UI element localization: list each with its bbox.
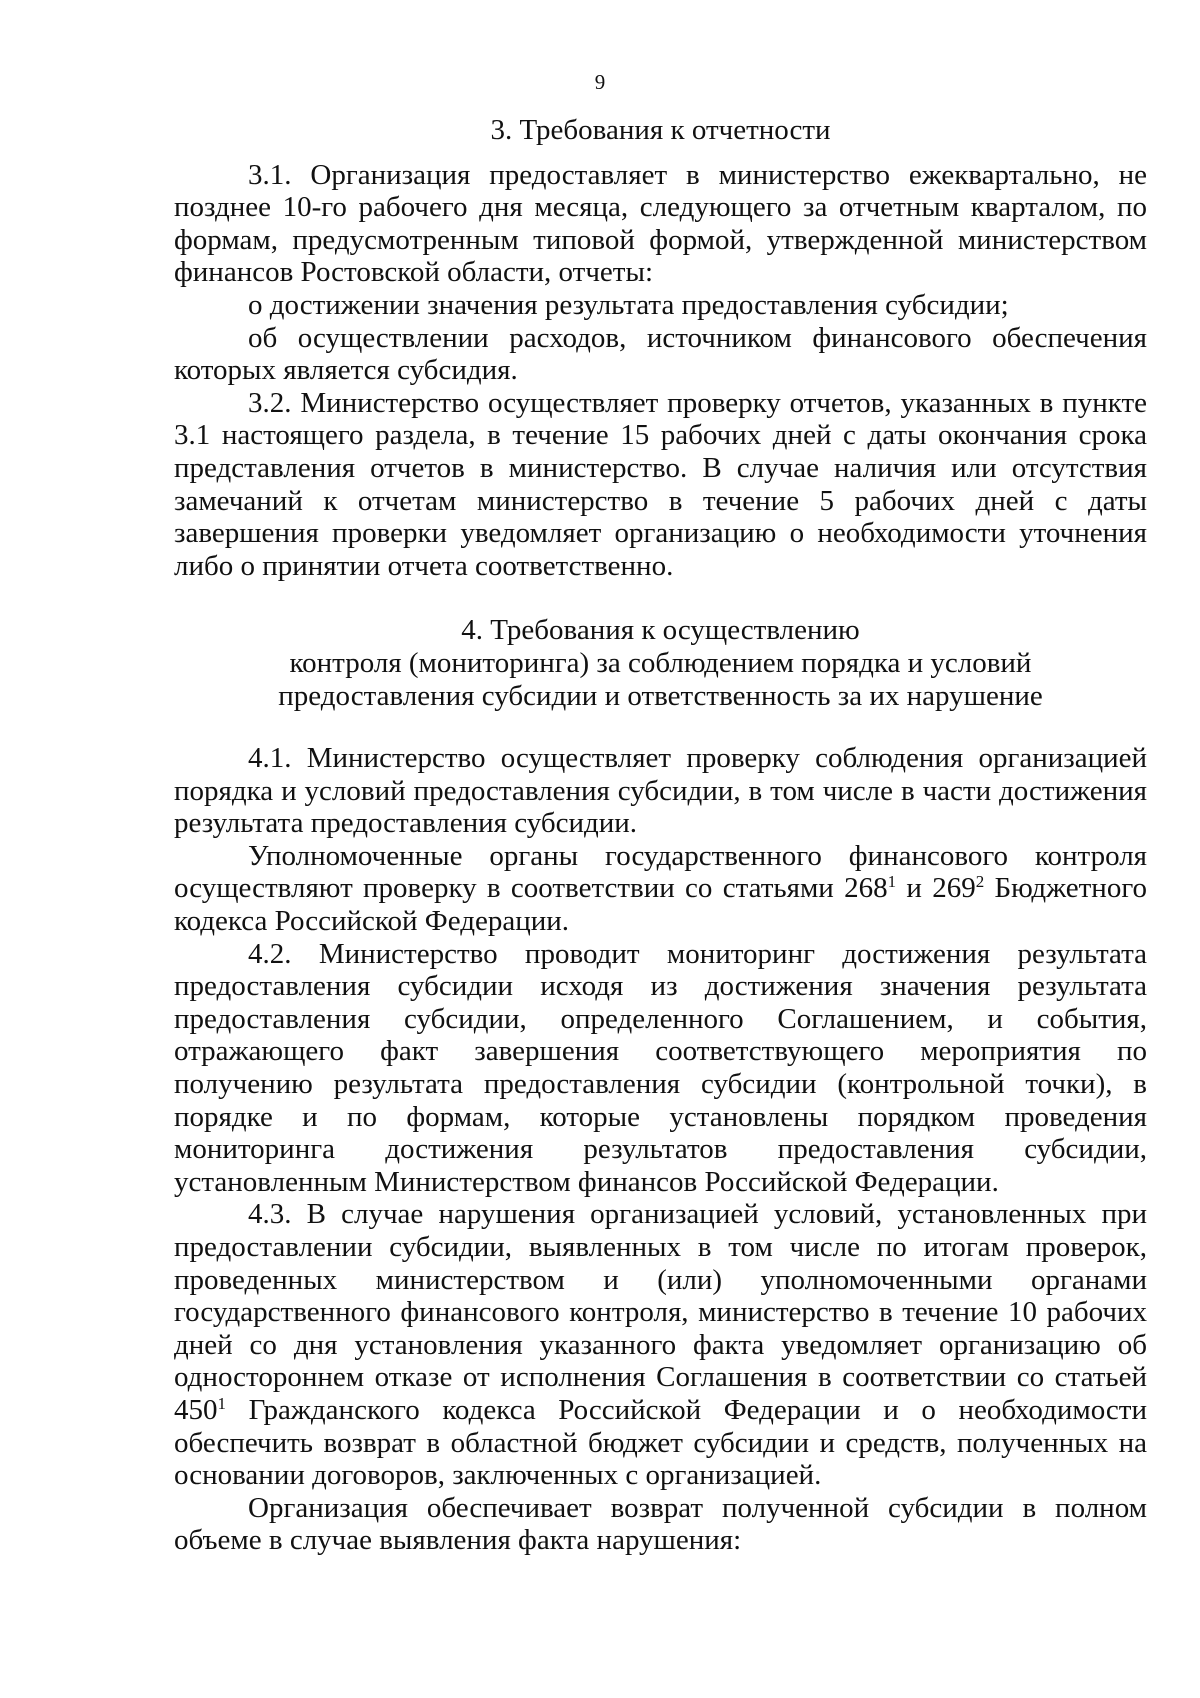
superscript-268: 1 [887, 872, 897, 892]
paragraph-4-3-return: Организация обеспечивает возврат полученной субсидии в полном объеме в случае выявления факта нарушения: [174, 1491, 1147, 1557]
paragraph-4-1: 4.1. Министерство осуществляет проверку соблюдения организацией порядка и условий предоставления субсидии, в том числе в части достижения результата предоставления субсидии. [174, 742, 1147, 840]
paragraph-3-1: 3.1. Организация предоставляет в министерство ежеквартально, не позднее 10-го рабочего дня месяца, следующего за отчетным кварталом, по формам, предусмотренным типовой формой, утвержденной министерством финансов Ростовской области, отчеты: [174, 158, 1147, 289]
section-4-heading-line-3: предоставления субсидии и ответственность за их нарушение [278, 679, 1043, 712]
paragraph-3-1-item-a: о достижении значения результата предоставления субсидии; [248, 288, 1009, 321]
paragraph-4-1-control-bodies [174, 840, 1147, 938]
section-4-heading-line-1: 4. Требования к осуществлению [461, 614, 860, 647]
paragraph-4-2: 4.2. Министерство проводит мониторинг достижения результата предоставления субсидии исходя из достижения значения результата предоставления субсидии, определенного Соглашением, и события, отражающего факт завершения соответствующего мероприятия по получению результата предоставления субсидии (контрольной точки), в порядке и по формам, которые установлены порядком проведения мониторинга достижения результатов предоставления субсидии, установленным Министерством финансов Российской Федерации. [174, 937, 1147, 1198]
paragraph-4-1-text-3: Бюджетного кодекса Российской Федерации. [174, 872, 1147, 938]
paragraph-4-3-text-1: 4.3. В случае нарушения организацией условий, установленных при предоставлении субсидии, выявленных в том числе по итогам проверок, проведенных министерством и (или) уполномоченными органами государственного финансового контроля, министерство в течение 10 рабочих дней со дня установления указанного факта уведомляет организацию об одностороннем отказе от исполнения Соглашения в соответствии со статьей 450 [174, 1198, 1147, 1426]
section-4-heading [174, 614, 1147, 712]
superscript-269: 2 [975, 872, 985, 892]
page-number: 9 [594, 70, 606, 94]
paragraph-4-3-text-2: Гражданского кодекса Российской Федерации и о необходимости обеспечить возврат в областной бюджет субсидии и средств, полученных на основании договоров, заключенных с организацией. [174, 1393, 1147, 1492]
paragraph-4-3 [174, 1198, 1147, 1491]
paragraph-3-1-item-b: об осуществлении расходов, источником финансового обеспечения которых является субсидия. [174, 321, 1147, 387]
paragraph-4-1-text-1: Уполномоченные органы государственного финансового контроля осуществляют проверку в соответствии со статьями 268 [174, 839, 1147, 905]
section-3-heading: 3. Требования к отчетности [490, 114, 831, 146]
superscript-450: 1 [217, 1393, 226, 1413]
section-4-heading-line-2: контроля (мониторинга) за соблюдением порядка и условий [289, 646, 1032, 679]
paragraph-4-1-text-2: и 269 [896, 872, 976, 905]
document-body [174, 114, 1147, 1557]
paragraph-3-2: 3.2. Министерство осуществляет проверку отчетов, указанных в пункте 3.1 настоящего раздела, в течение 15 рабочих дней с даты окончания срока представления отчетов в министерство. В случае наличия или отсутствия замечаний к отчетам министерство в течение 5 рабочих дней с даты завершения проверки уведомляет организацию о необходимости уточнения либо о принятии отчета соответственно. [174, 386, 1147, 582]
